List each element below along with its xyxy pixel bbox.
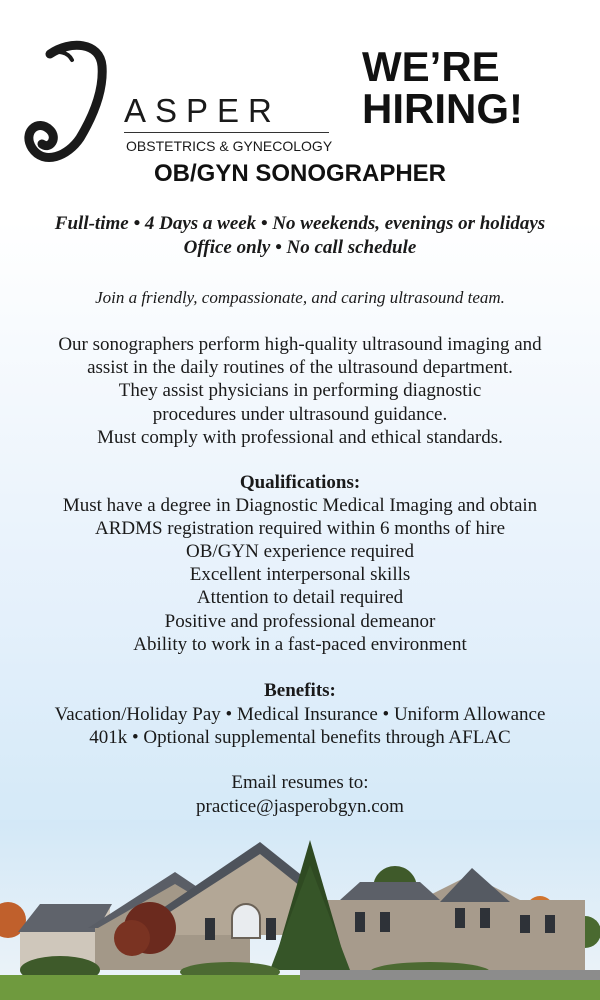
headline-line-1: WE’RE (362, 43, 500, 90)
qualifications-section (0, 471, 600, 656)
office-building-photo (0, 820, 600, 1000)
contact-section (0, 771, 600, 818)
job-title: OB/GYN SONOGRAPHER (153, 160, 447, 187)
qualification-item: Positive and professional demeanor (164, 610, 436, 632)
j-swirl-logo-icon (22, 40, 132, 175)
description-line: Our sonographers perform high-quality ultrasound imaging and (58, 334, 542, 355)
intro-text (0, 288, 600, 308)
qualification-item: OB/GYN experience required (186, 541, 414, 563)
jasper-logo (22, 40, 333, 175)
qualification-item: Attention to detail required (196, 587, 404, 609)
description-line: They assist physicians in performing diagnostic (118, 380, 482, 402)
logo-wordmark: ASPER (124, 92, 281, 129)
job-description (0, 333, 600, 449)
benefits-heading: Benefits: (264, 680, 336, 701)
headline-line-2: HIRING! (362, 85, 523, 132)
description-line: Must comply with professional and ethical standards. (97, 426, 503, 448)
schedule-line-2: Office only • No call schedule (183, 237, 417, 258)
contact-label: Email resumes to: (231, 772, 369, 793)
description-line: procedures under ultrasound guidance. (152, 403, 448, 425)
benefits-line-2: 401k • Optional supplemental benefits through AFLAC (89, 727, 511, 748)
qualification-item: Ability to work in a fast-paced environment (133, 633, 467, 655)
schedule-line-1: Full-time • 4 Days a week • No weekends, evenings or holidays (54, 213, 546, 234)
schedule-terms (0, 212, 600, 260)
benefits-section (0, 679, 600, 750)
contact-email-link[interactable]: practice@jasperobgyn.com (196, 795, 404, 817)
logo-divider (124, 132, 329, 133)
qualifications-heading: Qualifications: (239, 472, 361, 493)
qualification-item: ARDMS registration required within 6 months of hire (94, 518, 506, 540)
description-line: assist in the daily routines of the ultrasound department. (87, 357, 513, 379)
intro-line: Join a friendly, compassionate, and caring ultrasound team. (95, 288, 505, 307)
benefits-line-1: Vacation/Holiday Pay • Medical Insurance • Uniform Allowance (54, 703, 546, 725)
logo-subtitle: OBSTETRICS & GYNECOLOGY (126, 138, 333, 154)
qualification-item: Must have a degree in Diagnostic Medical Imaging and obtain (62, 495, 538, 517)
qualification-item: Excellent interpersonal skills (189, 564, 411, 586)
hiring-headline (362, 43, 582, 132)
